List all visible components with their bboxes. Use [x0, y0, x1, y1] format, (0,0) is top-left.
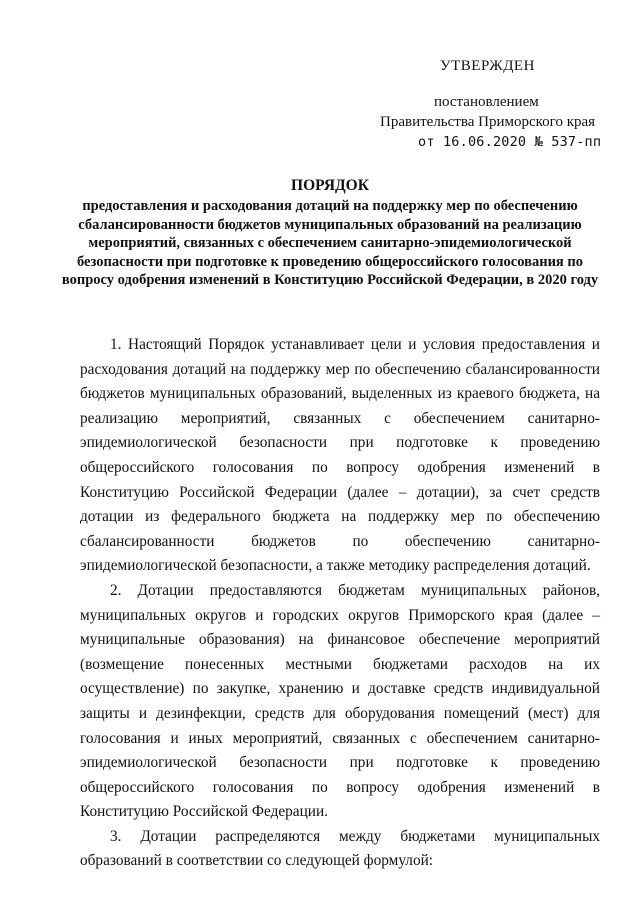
- document-body: [80, 333, 600, 874]
- document-title-block: [60, 175, 600, 290]
- paragraph-3: 3. Дотации распределяются между бюджетами муниципальных образований в соответствии со следующей формулой:: [80, 827, 600, 870]
- approval-block: [380, 56, 610, 152]
- approval-date-number: от 16.06.2020 № 537-пп: [418, 134, 602, 150]
- approval-by: постановлением: [434, 94, 539, 110]
- document-title: ПОРЯДОК: [291, 177, 369, 194]
- approval-title: УТВЕРЖДЕН: [440, 58, 535, 74]
- paragraph-2: 2. Дотации предоставляются бюджетам муниципальных районов, муниципальных округов и городских округов Приморского края (далее – муниципальные образования) на финансовое обеспечение мероприятий (возмещение понесенных местными бюджетами расходов на их осуществление) по закупке, хранению и доставке средств индивидуальной защиты и дезинфекции, средств для оборудования помещений (мест) для голосования и иных мероприятий, связанных с обеспечением санитарно-эпидемиологической безопасности при подготовке к проведению общероссийского голосования по вопросу одобрения изменений в Конституцию Российской Федерации.: [80, 581, 600, 821]
- paragraph-1: 1. Настоящий Порядок устанавливает цели и условия предоставления и расходования дотаций на поддержку мер по обеспечению сбалансированности бюджетов муниципальных образований, выделенных из краевого бюджета, на реализацию мероприятий, связанных с обеспечением санитарно-эпидемиологической безопасности при подготовке к проведению общероссийского голосования по вопросу одобрения изменений в Конституцию Российской Федерации (далее – дотации), за счет средств дотации из федерального бюджета на поддержку мер по обеспечению сбалансированности бюджетов по обеспечению санитарно-эпидемиологической безопасности, а также методику распределения дотаций.: [80, 336, 600, 575]
- approval-organization: Правительства Приморского края: [380, 114, 596, 130]
- document-subtitle: предоставления и расходования дотаций на поддержку мер по обеспечению сбалансированности бюджетов муниципальных образований на реализацию мероприятий, связанных с обеспечением санитарно-эпидемиологической безопасности при подготовке к проведению общероссийского голосования по вопросу одобрения изменений в Конституцию Российской Федерации, в 2020 году: [61, 198, 599, 288]
